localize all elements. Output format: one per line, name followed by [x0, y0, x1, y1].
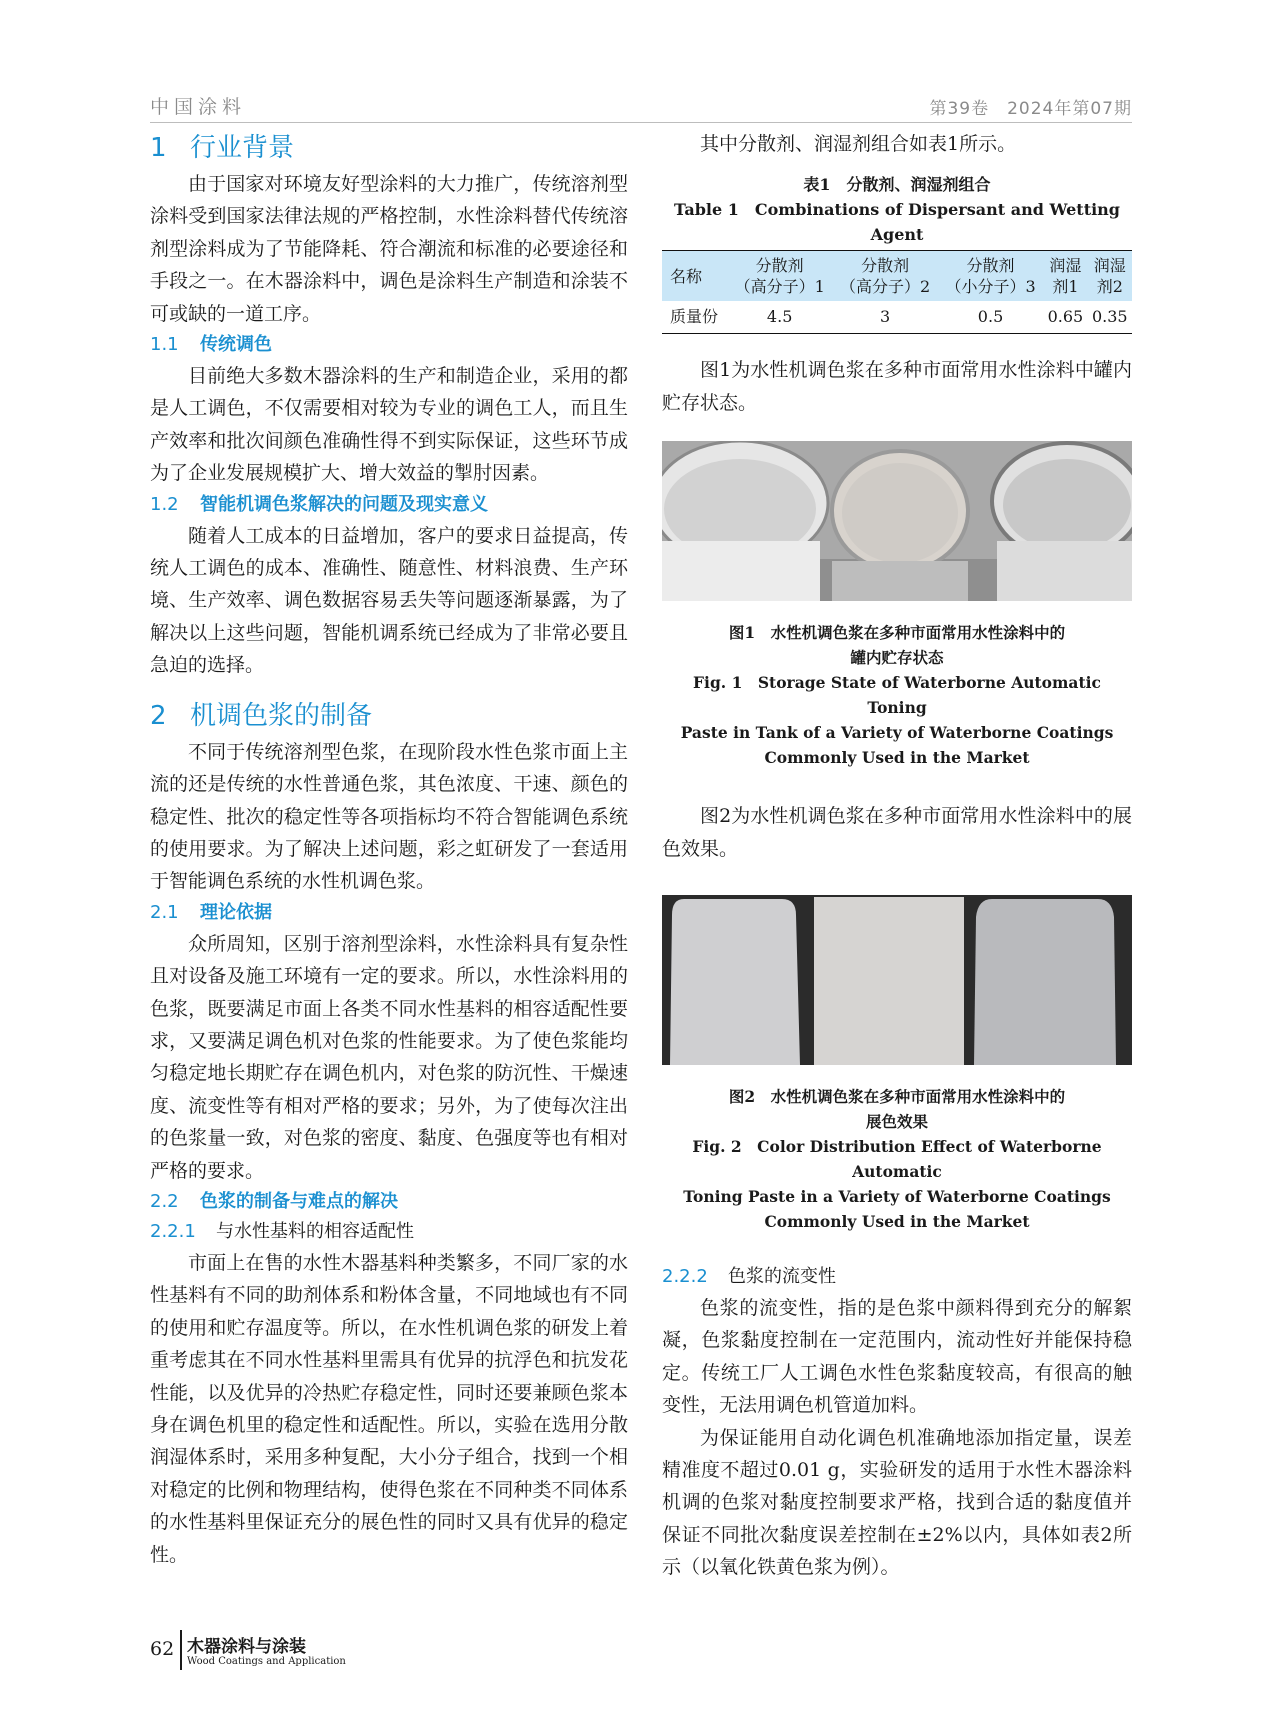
paragraph: 图1为水性机调色浆在多种市面常用水性涂料中罐内贮存状态。 — [662, 359, 1132, 414]
paragraph: 目前绝大多数木器涂料的生产和制造企业，采用的都是人工调色，不仅需要相对较为专业的调色工人，而且生产效率和批次间颜色准确性得不到实际保证，这些环节成为了企业发展规模扩大、增大效益的掣肘因素。 — [150, 365, 628, 485]
figure-2-caption-en-line2: Toning Paste in a Variety of Waterborne Coatings — [683, 1187, 1111, 1207]
figure-1-caption-en-line3: Commonly Used in the Market — [764, 748, 1030, 768]
section-2-2-2-heading: 2.2.2 色浆的流变性 — [662, 1266, 836, 1288]
paragraph: 色浆的流变性，指的是色浆中颜料得到充分的解絮凝，色浆黏度控制在一定范围内，流动性好并能保持稳定。传统工厂人工调色水性色浆黏度较高，有很高的触变性，无法用调色机管道加料。 — [662, 1297, 1132, 1417]
table-header-cell: 润湿 剂2 — [1088, 251, 1132, 302]
table-header-row — [662, 251, 1132, 302]
paragraph: 市面上在售的水性木器基料种类繁多，不同厂家的水性基料有不同的助剂体系和粉体含量，不同地域也有不同的使用和贮存温度等。所以，在水性机调色浆的研发上着重考虑其在不同水性基料里需具有优异的抗浮色和抗发花性能，以及优异的冷热贮存稳定性，同时还要兼顾色浆本身在调色机里的稳定性和适配性。所以，实验在选用分散润湿体系时，采用多种复配，大小分子组合，找到一个相对稳定的比例和物理结构，使得色浆在不同种类不同体系的水性基料里保证充分的展色性的同时又具有优异的稳定性。 — [150, 1251, 628, 1566]
figure-2-caption-en-line3: Commonly Used in the Market — [764, 1212, 1030, 1232]
section-2-2-heading: 2.2 色浆的制备与难点的解决 — [150, 1190, 398, 1212]
table-header-cell: 分散剂 （小分子）3 — [938, 251, 1043, 302]
figure-2-caption-cn-line1: 图2 水性机调色浆在多种市面常用水性涂料中的 — [728, 1087, 1066, 1107]
paragraph: 图2为水性机调色浆在多种市面常用水性涂料中的展色效果。 — [662, 805, 1132, 860]
paragraph: 众所周知，区别于溶剂型涂料，水性涂料具有复杂性且对设备及施工环境有一定的要求。所以，水性涂料用的色浆，既要满足市面上各类不同水性基料的相容适配性要求，又要满足调色机对色浆的性能要求。为了使色浆能均匀稳定地长期贮存在调色机内，对色浆的防沉性、干燥速度、流变性等有相对严格的要求；另外，为了使每次注出的色浆量一致，对色浆的密度、黏度、色强度等也有相对严格的要求。 — [150, 932, 628, 1182]
figure-1-caption-en-line2: Paste in Tank of a Variety of Waterborne Coatings — [680, 723, 1114, 743]
paragraph: 其中分散剂、润湿剂组合如表1所示。 — [700, 133, 1017, 155]
figure-2-caption-cn-line2: 展色效果 — [865, 1112, 928, 1132]
table-row — [662, 301, 1132, 334]
section-2-heading: 2 机调色浆的制备 — [150, 700, 373, 731]
section-2-1-heading: 2.1 理论依据 — [150, 901, 272, 923]
paragraph: 不同于传统溶剂型色浆，在现阶段水性色浆市面上主流的还是传统的水性普通色浆，其色浓度、干速、颜色的稳定性、批次的稳定性等各项指标均不符合智能调色系统的使用要求。为了解决上述问题，彩之虹研发了一套适用于智能调色系统的水性机调色浆。 — [150, 740, 628, 893]
section-1-heading: 1 行业背景 — [150, 133, 295, 163]
table-cell: 3 — [832, 301, 937, 334]
page-number: 62 — [150, 1638, 175, 1660]
paragraph: 随着人工成本的日益增加，客户的要求日益提高，传统人工调色的成本、准确性、随意性、材料浪费、生产环境、生产效率、调色数据容易丢失等问题逐渐暴露，为了解决以上这些问题，智能机调系统已经成为了非常必要且急迫的选择。 — [150, 524, 628, 677]
table-header-cell: 润湿 剂1 — [1043, 251, 1087, 302]
paragraph: 为保证能用自动化调色机准确地添加指定量，误差精准度不超过0.01 g，实验研发的适用于水性木器涂料机调的色浆对黏度控制要求严格，找到合适的黏度值并保证不同批次黏度误差控制在±2%以内，具体如表2所示（以氧化铁黄色浆为例）。 — [662, 1426, 1132, 1579]
paragraph: 由于国家对环境友好型涂料的大力推广，传统溶剂型涂料受到国家法律法规的严格控制，水性涂料替代传统溶剂型涂料成为了节能降耗、符合潮流和标准的必要途径和手段之一。在木器涂料中，调色是涂料生产制造和涂装不可或缺的一道工序。 — [150, 173, 628, 325]
header-rule — [150, 122, 1132, 123]
table-cell: 0.5 — [938, 301, 1043, 334]
figure-1-image — [662, 441, 1132, 601]
table-1-caption-en: Table 1 Combinations of Dispersant and Wetting Agent — [674, 200, 1120, 245]
figure-2-image — [662, 895, 1132, 1065]
figure-2-caption-en-line1: Fig. 2 Color Distribution Effect of Waterborne Automatic — [692, 1137, 1102, 1182]
table-header-cell: 名称 — [662, 251, 727, 302]
table-cell: 0.65 — [1043, 301, 1087, 334]
table-1-caption-cn: 表1 分散剂、润湿剂组合 — [803, 175, 991, 195]
table-header-cell: 分散剂 （高分子）1 — [727, 251, 832, 302]
table-cell: 质量份 — [662, 301, 727, 334]
color-panels-illustration — [662, 895, 1132, 1065]
paint-cans-illustration — [662, 441, 1132, 601]
figure-1-caption-cn-line1: 图1 水性机调色浆在多种市面常用水性涂料中的 — [728, 623, 1066, 643]
right-column — [662, 128, 1132, 1584]
table-cell: 4.5 — [727, 301, 832, 334]
left-column — [150, 128, 628, 1571]
section-1-2-heading: 1.2 智能机调色浆解决的问题及现实意义 — [150, 493, 488, 515]
figure-1-caption-en-line1: Fig. 1 Storage State of Waterborne Automatic Toning — [693, 673, 1101, 718]
table-header-cell: 分散剂 （高分子）2 — [832, 251, 937, 302]
table-cell: 0.35 — [1088, 301, 1132, 334]
section-2-2-1-heading: 2.2.1 与水性基料的相容适配性 — [150, 1220, 414, 1242]
footer-journal-cn: 木器涂料与涂装 — [187, 1637, 306, 1657]
figure-1-caption-cn-line2: 罐内贮存状态 — [850, 648, 944, 668]
table-1 — [662, 250, 1132, 334]
footer-journal-en: Wood Coatings and Application — [187, 1656, 346, 1667]
journal-name: 中国涂料 — [150, 96, 247, 118]
issue-info: 第39卷 2024年第07期 — [929, 99, 1132, 119]
section-1-1-heading: 1.1 传统调色 — [150, 334, 272, 356]
footer-divider — [180, 1630, 182, 1670]
